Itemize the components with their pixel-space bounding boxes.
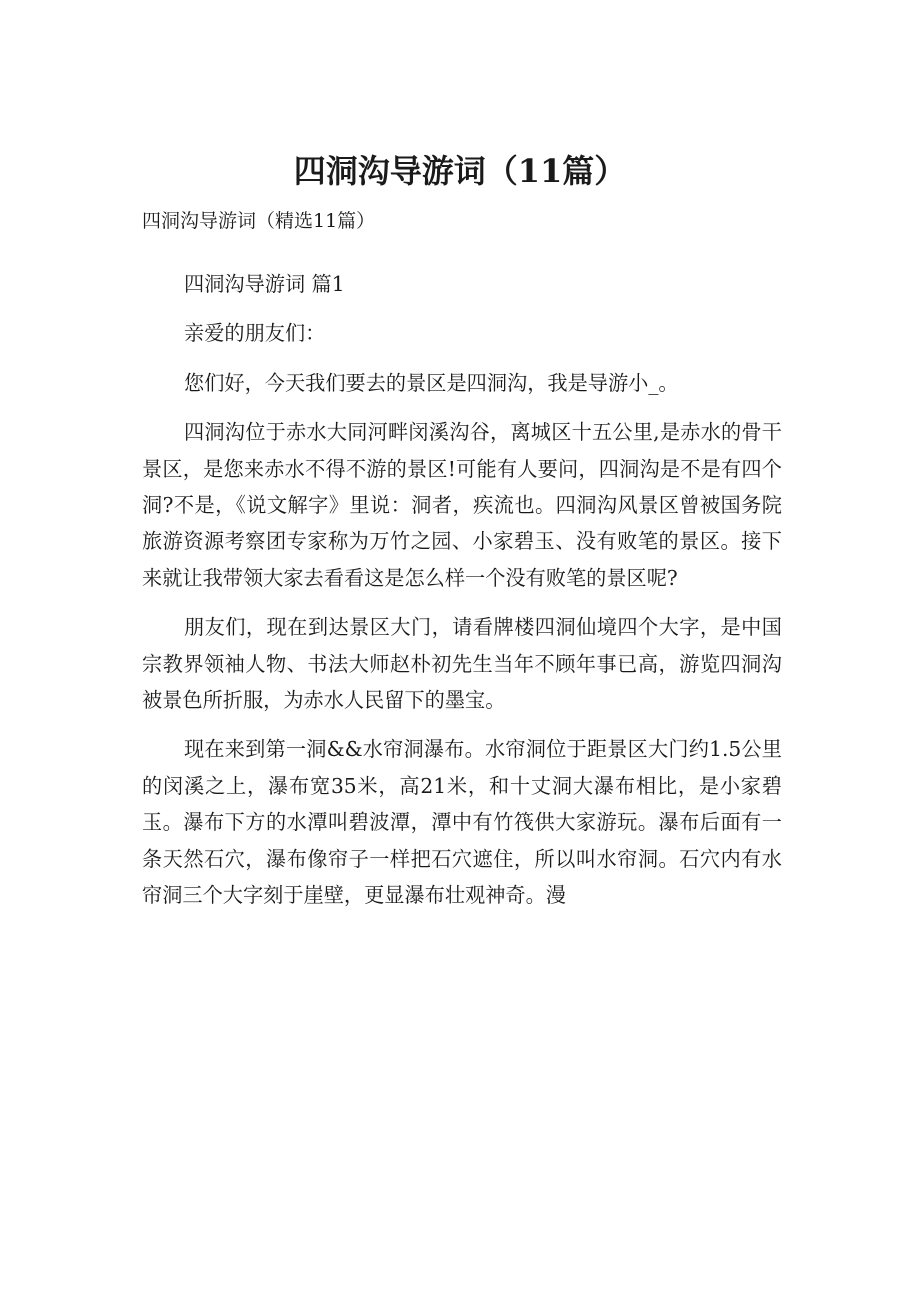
greeting-paragraph: 亲爱的朋友们： bbox=[184, 321, 326, 346]
body-paragraph: 四洞沟位于赤水大同河畔闵溪沟谷，离城区十五公里,是赤水的骨干景区，是您来赤水不得不游的景区!可能有人要问，四洞沟是不是有四个洞?不是，《说文解字》里说：洞者，疾流也。四洞沟风景区曾被国务院旅游资源考察团专家称为万竹之园、小家碧玉、没有败笔的景区。接下来就让我带领大家去看看这是怎么样一个没有败笔的景区呢? bbox=[142, 420, 782, 590]
section-heading: 四洞沟导游词 篇1 bbox=[184, 272, 345, 296]
document-subtitle: 四洞沟导游词（精选11篇） bbox=[142, 210, 376, 232]
body-paragraph: 朋友们，现在到达景区大门，请看牌楼四洞仙境四个大字，是中国宗教界领袖人物、书法大师赵朴初先生当年不顾年事已高，游览四洞沟被景色所折服，为赤水人民留下的墨宝。 bbox=[142, 615, 782, 713]
intro-paragraph: 您们好，今天我们要去的景区是四洞沟，我是导游小_。 bbox=[184, 370, 679, 395]
body-paragraph: 现在来到第一洞&&水帘洞瀑布。水帘洞位于距景区大门约1.5公里的闵溪之上，瀑布宽35米，高21米，和十丈洞大瀑布相比，是小家碧玉。瀑布下方的水潭叫碧波潭，潭中有竹筏供大家游玩。瀑布后面有一条天然石穴，瀑布像帘子一样把石穴遮住，所以叫水帘洞。石穴内有水帘洞三个大字刻于崖壁，更显瀑布壮观神奇。漫 bbox=[142, 737, 782, 908]
document-title: 四洞沟导游词（11篇） bbox=[293, 152, 627, 190]
document-body bbox=[142, 266, 782, 914]
